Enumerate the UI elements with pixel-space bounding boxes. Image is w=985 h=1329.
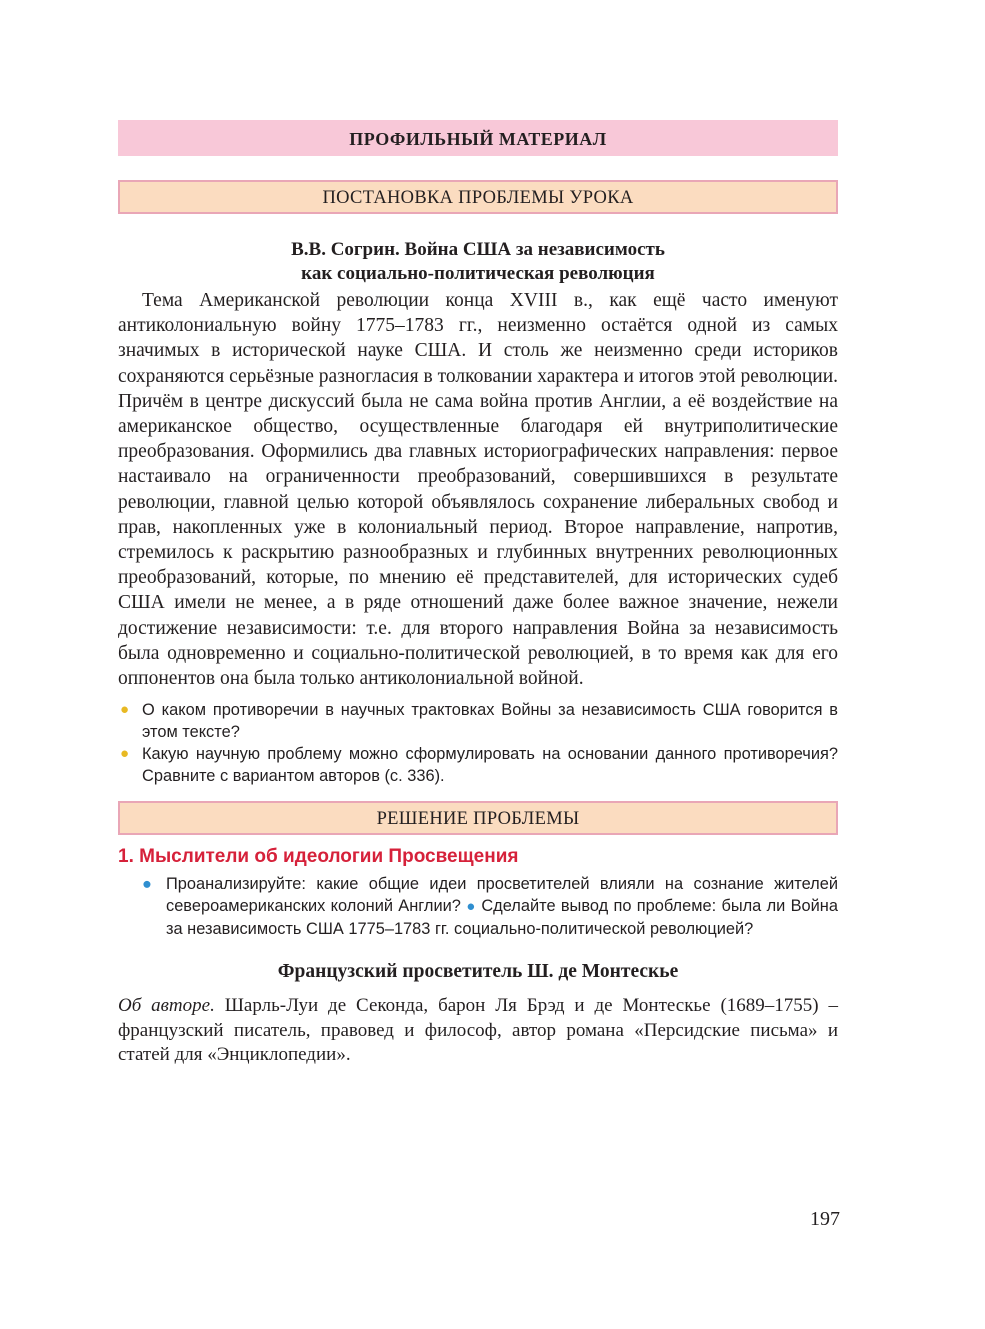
source-title-line1: В.В. Согрин. Война США за независимость <box>291 239 665 260</box>
about-text: Шарль-Луи де Секонда, барон Ля Брэд и де Монтескье (1689–1755) – французский писатель, правовед и философ, автор романа «Персидские письма» и статей для «Энциклопедии». <box>118 995 838 1066</box>
section-problem-statement: ПОСТАНОВКА ПРОБЛЕМЫ УРОКА <box>118 180 838 214</box>
blue-dot-icon: ● <box>466 898 477 916</box>
question-text: Какую научную проблему можно сформулировать на основании данного противоречия? Сравните с вариантом авторов (с. 336). <box>142 745 838 786</box>
yellow-dot-icon: ● <box>120 745 130 763</box>
yellow-dot-icon: ● <box>120 701 130 719</box>
about-label: Об авторе. <box>118 995 215 1017</box>
task-text-part2: Сделайте вывод по проблеме: была ли Война за независимость США 1775–1783 гг. социально-политической революцией? <box>166 897 838 939</box>
section-problem-solution: РЕШЕНИЕ ПРОБЛЕМЫ <box>118 801 838 835</box>
question-item <box>120 699 838 743</box>
source-title <box>118 238 838 286</box>
section-heading: 1. Мыслители об идеологии Просвещения <box>118 846 519 868</box>
question-text: О каком противоречии в научных трактовках Войны за независимость США говорится в этом тексте? <box>142 701 838 742</box>
page-content <box>118 120 838 1068</box>
banner-profile-material: ПРОФИЛЬНЫЙ МАТЕРИАЛ <box>118 120 838 156</box>
task-text-part1: Проанализируйте: какие общие идеи просветителей влияли на сознание жителей североамериканских колоний Англии? <box>166 875 838 916</box>
source-title-line2: как социально-политическая революция <box>301 263 655 284</box>
page-number: 197 <box>810 1208 840 1230</box>
question-item <box>120 743 838 787</box>
task-item <box>118 873 838 940</box>
author-heading: Французский просветитель Ш. де Монтескье <box>277 961 679 983</box>
source-text: Тема Американской революции конца XVIII в., как ещё часто именуют антиколониальную войну 1775–1783 гг., неизменно остаётся одной из самых значимых в исторической науке США. И столь же неизменно среди историков сохраняются серьёзные разногласия в толковании характера и итогов этой революции. Причём в центре дискуссий была не сама война против Англии, а её воздействие на американское общество, осуществленные благодаря ей внутриполитические преобразования. Оформились два главных историографических направления: первое настаивало на ограниченности преобразований, совершившихся в результате революции, главной целью которой объявлялось сохранение либеральных свобод и прав, накопленных уже в колониальный период. Второе направление, напротив, стремилось к раскрытию разнообразных и глубинных внутренних революционных преобразований, которые, по мнению её представителей, для исторических судеб США имели не менее, а в ряде отношений даже более важное значение, нежели достижение независимости: т.е. для второго направления Война за независимость была одновременно и социально-политической революцией, в то время как для его оппонентов она была только антиколониальной войной. <box>118 290 838 690</box>
questions-list <box>118 699 838 787</box>
about-author <box>118 994 838 1068</box>
blue-dot-icon: ● <box>142 875 152 894</box>
